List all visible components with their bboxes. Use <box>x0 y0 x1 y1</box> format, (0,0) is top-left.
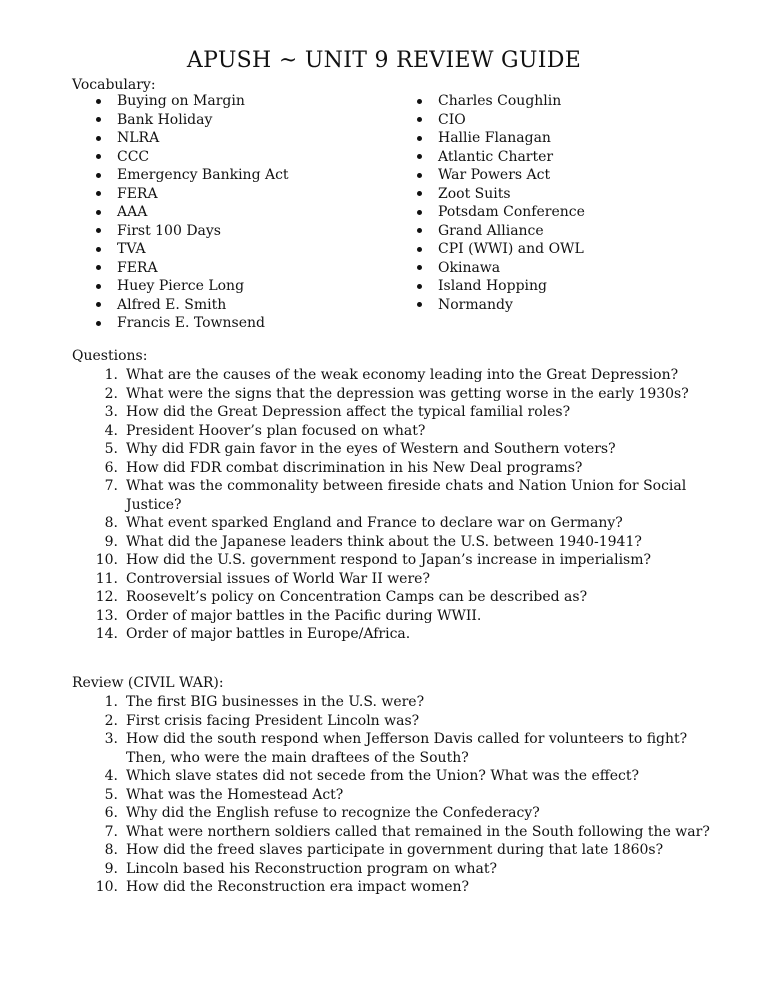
bullet-icon <box>96 284 101 289</box>
vocab-item: NLRA <box>117 129 289 148</box>
list-item: 2. What were the signs that the depression was getting worse in the early 1930s? <box>104 385 689 402</box>
list-item: 3. How did the south respond when Jefferson Davis called for volunteers to fight? Then, who were the main draftees of the South? <box>104 731 688 766</box>
vocab-item: Hallie Flanagan <box>438 129 585 148</box>
bullet-icon <box>96 228 101 233</box>
bullet-icon <box>96 173 101 178</box>
list-item: 13. Order of major battles in the Pacific during WWII. <box>95 607 482 624</box>
vocab-item: FERA <box>117 259 289 278</box>
list-item: 10. How did the U.S. government respond to Japan’s increase in imperialism? <box>95 552 652 568</box>
vocab-item: Alfred E. Smith <box>117 296 289 315</box>
list-item: 12. Roosevelt’s policy on Concentration Camps can be described as? <box>95 589 588 605</box>
vocab-item: Huey Pierce Long <box>117 277 289 296</box>
bullet-icon <box>417 265 422 270</box>
bullet-icon <box>96 321 101 326</box>
list-item: 5. What was the Homestead Act? <box>104 786 344 803</box>
vocab-item: First 100 Days <box>117 222 289 241</box>
vocab-item: FERA <box>117 185 289 204</box>
review-label: Review (CIVIL WAR): <box>72 675 224 691</box>
bullet-icon <box>96 136 101 141</box>
vocabulary-right-list <box>438 92 585 314</box>
list-item: 7. What was the commonality between fireside chats and Nation Union for Social Justice? <box>104 478 687 513</box>
bullet-icon <box>417 302 422 307</box>
bullet-icon <box>96 99 101 104</box>
vocab-item: Grand Alliance <box>438 222 585 241</box>
bullet-icon <box>417 154 422 159</box>
list-item: 4. Which slave states did not secede from the Union? What was the effect? <box>104 768 639 784</box>
list-item: 4. President Hoover’s plan focused on what? <box>104 422 426 439</box>
page-title: APUSH ~ UNIT 9 REVIEW GUIDE <box>186 48 582 73</box>
vocab-item: Island Hopping <box>438 277 585 296</box>
list-item: 11. Controversial issues of World War II were? <box>95 570 430 587</box>
list-item: 9. Lincoln based his Reconstruction program on what? <box>104 860 497 877</box>
bullet-icon <box>417 136 422 141</box>
list-item: 5. Why did FDR gain favor in the eyes of Western and Southern voters? <box>104 441 616 457</box>
bullet-icon <box>417 99 422 104</box>
vocab-item: Zoot Suits <box>438 185 585 204</box>
vocabulary-label: Vocabulary: <box>72 77 156 93</box>
vocab-item: Buying on Margin <box>117 92 289 111</box>
list-item: 9. What did the Japanese leaders think about the U.S. between 1940-1941? <box>104 533 642 550</box>
bullet-icon <box>96 247 101 252</box>
bullet-icon <box>417 191 422 196</box>
questions-list <box>72 366 712 644</box>
vocab-item: Okinawa <box>438 259 585 278</box>
vocab-item: Potsdam Conference <box>438 203 585 222</box>
bullet-icon <box>417 210 422 215</box>
list-item: 7. What were northern soldiers called that remained in the South following the war? <box>104 823 710 840</box>
bullet-icon <box>417 284 422 289</box>
vocab-item: Normandy <box>438 296 585 315</box>
bullet-icon <box>417 247 422 252</box>
bullet-icon <box>96 117 101 122</box>
vocab-item: Atlantic Charter <box>438 148 585 167</box>
vocab-item: TVA <box>117 240 289 259</box>
vocab-item: Francis E. Townsend <box>117 314 289 333</box>
bullet-icon <box>96 154 101 159</box>
list-item: 6. How did FDR combat discrimination in his New Deal programs? <box>104 459 583 476</box>
list-item: 10. How did the Reconstruction era impact women? <box>95 879 470 895</box>
vocab-item: Charles Coughlin <box>438 92 585 111</box>
vocab-item: Bank Holiday <box>117 111 289 130</box>
vocab-item: CCC <box>117 148 289 167</box>
vocab-item: War Powers Act <box>438 166 585 185</box>
bullet-icon <box>96 265 101 270</box>
list-item: 3. How did the Great Depression affect the typical familial roles? <box>104 404 571 420</box>
list-item: 8. What event sparked England and France to declare war on Germany? <box>104 515 623 531</box>
bullet-icon <box>417 173 422 178</box>
list-item: 1. The first BIG businesses in the U.S. were? <box>104 694 425 710</box>
list-item: 6. Why did the English refuse to recognize the Confederacy? <box>104 805 540 821</box>
vocab-item: Emergency Banking Act <box>117 166 289 185</box>
review-list <box>72 693 712 897</box>
bullet-icon <box>96 191 101 196</box>
vocab-item: AAA <box>117 203 289 222</box>
list-item: 8. How did the freed slaves participate in government during that late 1860s? <box>104 842 664 858</box>
questions-label: Questions: <box>72 348 148 364</box>
bullet-icon <box>417 117 422 122</box>
vocab-item: CIO <box>438 111 585 130</box>
list-item: 2. First crisis facing President Lincoln was? <box>104 712 420 729</box>
vocab-item: CPI (WWI) and OWL <box>438 240 585 259</box>
bullet-icon <box>96 210 101 215</box>
bullet-icon <box>417 228 422 233</box>
vocabulary-left-list <box>117 92 289 333</box>
list-item: 1. What are the causes of the weak economy leading into the Great Depression? <box>104 367 679 383</box>
bullet-icon <box>96 302 101 307</box>
list-item: 14. Order of major battles in Europe/Africa. <box>95 626 411 642</box>
